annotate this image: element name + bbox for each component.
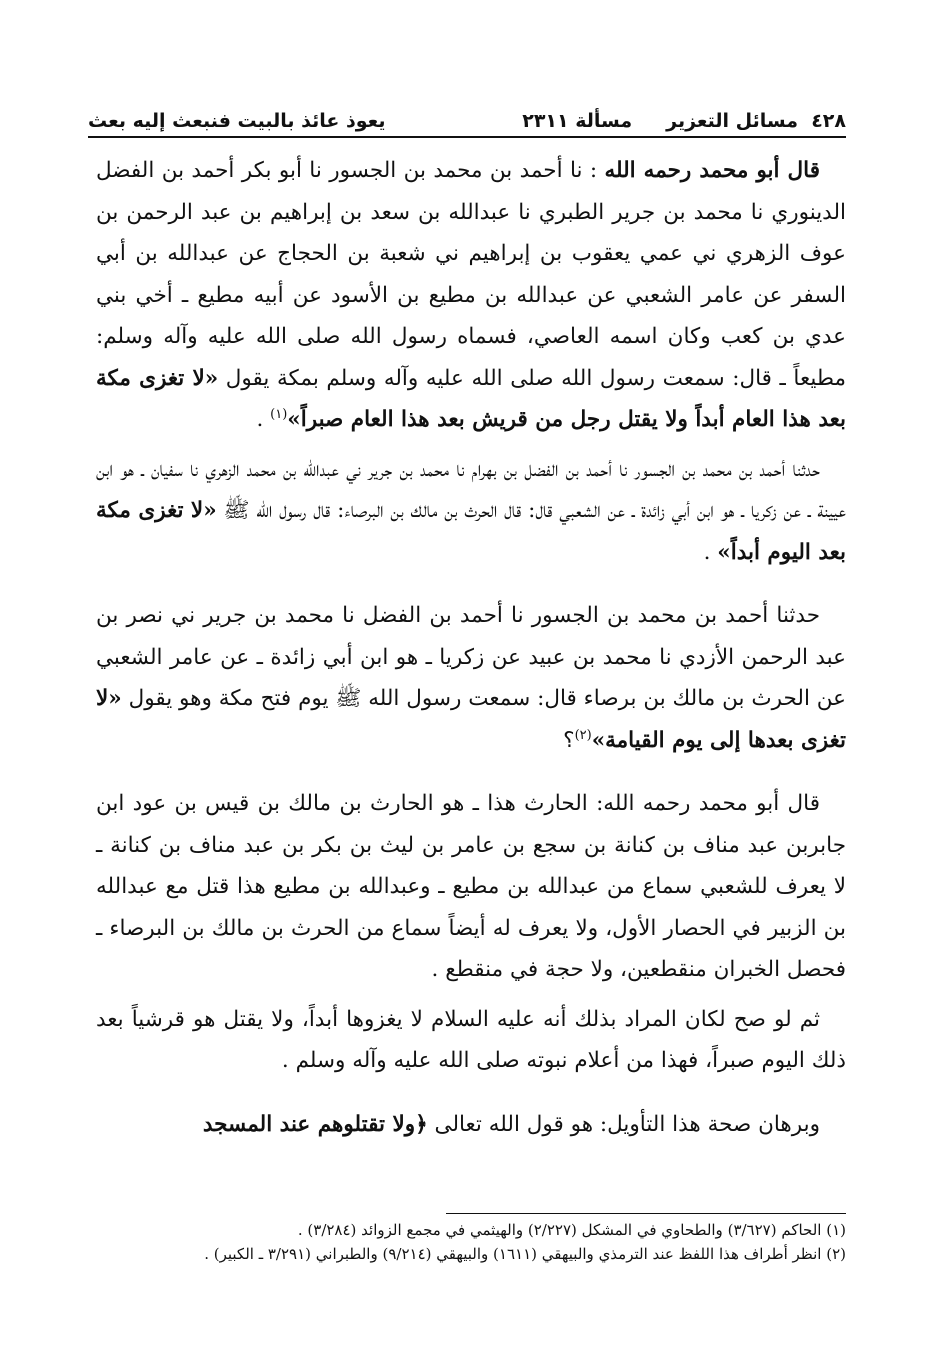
hadith-quote: «لا تغزى مكة بعد اليوم أبداً» [96, 498, 846, 565]
footnote-ref: (٢) [574, 727, 592, 743]
paragraph-end: . [703, 539, 718, 565]
paragraph-text: وبرهان صحة هذا التأويل: هو قول الله تعالى [427, 1111, 820, 1137]
footnote-ref: (١) [270, 406, 288, 422]
paragraph-4 [96, 783, 846, 991]
hadith-quote: «لا تغزى مكة بعد هذا العام أبداً ولا يقتل رجل من قريش بعد هذا العام صبراً» [96, 365, 846, 432]
paragraph-6 [96, 1104, 846, 1146]
paragraph-2 [96, 449, 846, 574]
quran-quote: ﴿ولا تقتلوهم عند المسجد [202, 1111, 428, 1137]
hadith-quote: «لا تغزى بعدها إلى يوم القيامة» [96, 686, 846, 753]
paragraph-end: . [256, 407, 271, 432]
page-header [88, 92, 846, 138]
paragraph-text: ثم لو صح لكان المراد بذلك أنه عليه السلام لا يغزوها أبداً، ولا يقتل هو قرشياً بعد ذلك اليوم صبراً، فهذا من أعلام نبوته صلى الله عليه وآله وسلم . [96, 1006, 846, 1073]
issue-number: مسألة ٢٣١١ [522, 110, 633, 132]
footnote-divider [446, 1213, 846, 1214]
footnote-2: (٢) انظر أطراف هذا اللفظ عند الترمذي والبيهقي (١٦١١) والبيهقي (٩/٢١٤) والطبراني (٣/٢٩١ ـ الكبير) . [204, 1245, 846, 1263]
main-text [96, 150, 846, 1167]
header-divider [88, 136, 846, 138]
paragraph-end: ؟ [563, 727, 575, 753]
book-title: مسائل التعزير [666, 110, 798, 132]
running-title: يعوذ عائذ بالبيت فنبعث إليه بعث [88, 110, 386, 132]
paragraph-text: قال أبو محمد رحمه الله: الحارث هذا ـ هو الحارث بن مالك بن قيس بن عود ابن جابربن عبد مناف بن كنانة بن سجع بن عامر بن ليث بن بكر بن عبد مناف بن كنانة ـ لا يعرف للشعبي سماع من عبدالله بن مطيع ـ وعبدالله بن مطيع هذا قتل مع عبدالله بن الزبير في الحصار الأول، ولا يعرف له أيضاً سماع من الحرث بن مالك بن البرصاء ـ فحصل الخبران منقطعين، ولا حجة في منقطع . [96, 791, 846, 982]
paragraph-text: حدثنا أحمد بن محمد بن الجسور نا أحمد بن الفضل بن بهرام نا محمد بن جرير ني عبدالله بن محمد الزهري نا سفيان ـ هو ابن عيينة ـ عن زكريا ـ هو ابن أبي زائدة ـ عن الشعبي قال: قال الحرث بن مالك بن البرصاء: قال رسول الله ﷺ [96, 456, 846, 523]
page-number: ٤٢٨ [811, 110, 846, 132]
paragraph-1 [96, 150, 846, 441]
header-page-number-and-title [666, 110, 846, 132]
footnote-1: (١) الحاكم (٣/٦٢٧) والطحاوي في المشكل (٢/٢٢٧) والهيثمي في مجمع الزوائد (٣/٢٨٤) . [297, 1221, 846, 1239]
paragraph-3 [96, 595, 846, 761]
paragraph-5 [96, 999, 846, 1082]
footnotes [96, 1218, 846, 1266]
paragraph-text: : نا أحمد بن محمد بن الجسور نا أبو بكر أحمد بن الفضل الدينوري نا محمد بن جرير الطبري نا عبدالله بن سعد بن إبراهيم بن عبد الرحمن بن عوف الزهري ني عمي يعقوب بن إبراهيم ني شعبة بن الحجاج عن عبدالله بن أبي السفر عن عامر الشعبي عن عبدالله بن مطيع بن الأسود عن أبيه مطيع ـ أخي بني عدي بن كعب وكان اسمه العاصي، فسماه رسول الله صلى الله عليه وآله وسلم: مطيعاً ـ قال: سمعت رسول الله صلى الله عليه وآله وسلم بمكة يقول [96, 158, 846, 391]
header-right-group [522, 110, 846, 132]
paragraph-text: حدثنا أحمد بن محمد بن الجسور نا أحمد بن الفضل نا محمد بن جرير ني نصر بن عبد الرحمن الأزدي نا محمد بن عبيد عن زكريا ـ هو ابن أبي زائدة ـ عن عامر الشعبي عن الحرث بن مالك بن برصاء قال: سمعت رسول الله ﷺ يوم فتح مكة وهو يقول [96, 603, 846, 711]
paragraph-lead: قال أبو محمد رحمه الله [604, 158, 820, 183]
